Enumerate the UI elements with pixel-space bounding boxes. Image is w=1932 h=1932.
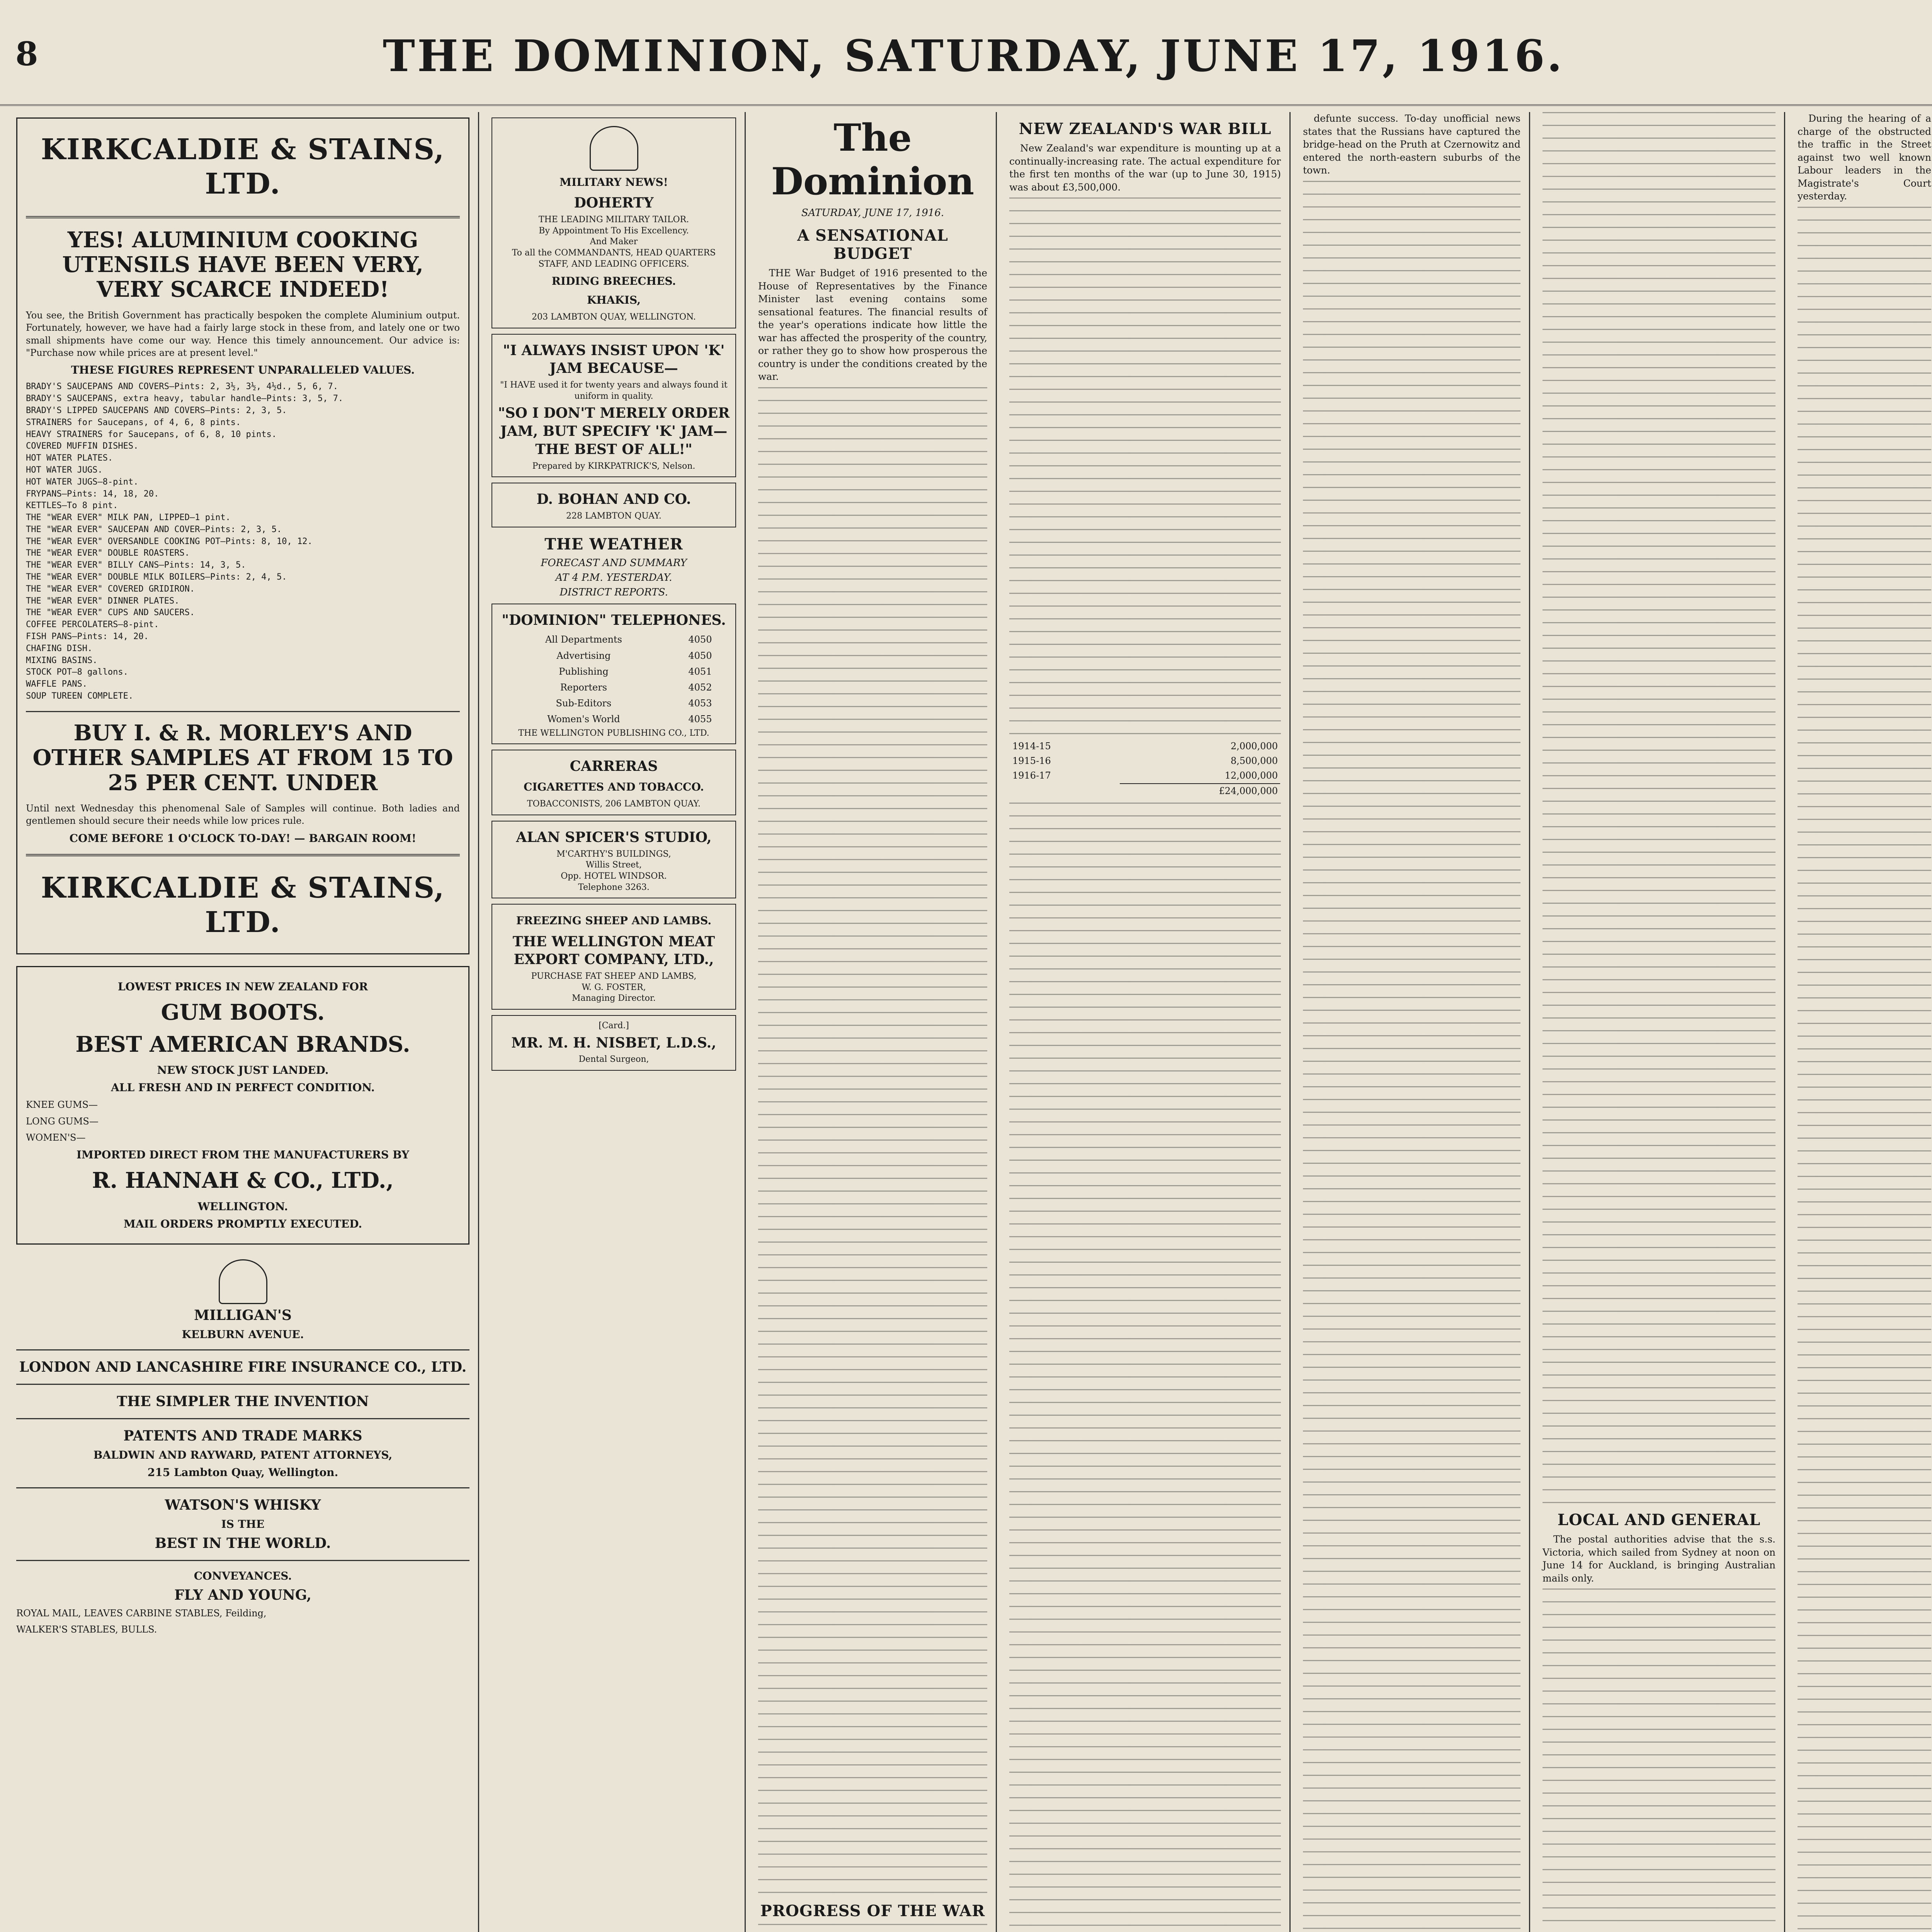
price-line: HEAVY STRAINERS for Saucepans, of 6, 8, 10 pints. bbox=[26, 429, 277, 439]
hannah-title: R. HANNAH & CO., LTD., bbox=[92, 1168, 394, 1194]
willis-street: Willis Street, bbox=[586, 860, 642, 870]
card-label: [Card.] bbox=[599, 1020, 629, 1031]
article-text-block bbox=[758, 387, 987, 1894]
right-lead: During the hearing of a charge of the obstructed the traffic in the Street against two well known Labour leaders in the Magistrate's Court yesterday. bbox=[1798, 113, 1931, 202]
price-line: FRYPANS—Pints: 14, 18, 20. bbox=[26, 489, 159, 499]
column-war-bill bbox=[1001, 112, 1291, 1932]
table-row: Women's World 4055 bbox=[547, 714, 712, 725]
table-row: 1914-15 2,000,000 bbox=[1012, 741, 1278, 752]
meat-export-title: THE WELLINGTON MEAT EXPORT COMPANY, LTD., bbox=[512, 933, 715, 968]
price-line: THE "WEAR EVER" DOUBLE MILK BOILERS—Pints: 2, 4, 5. bbox=[26, 572, 287, 582]
telephones-title: "DOMINION" TELEPHONES. bbox=[502, 612, 726, 628]
simpler-invention: THE SIMPLER THE INVENTION bbox=[117, 1393, 369, 1410]
price-line: BRADY'S SAUCEPANS AND COVERS—Pints: 2, 3½, 3½, 4½d., 5, 6, 7. bbox=[26, 382, 338, 392]
column-right-edge bbox=[1789, 112, 1932, 1932]
kirkcaldie-title: KIRKCALDIE & STAINS, LTD. bbox=[41, 133, 445, 201]
article-text-block bbox=[1798, 207, 1931, 1932]
price-line: MIXING BASINS. bbox=[26, 655, 98, 665]
appointment: By Appointment To His Excellency. bbox=[539, 226, 689, 236]
war-bill-article bbox=[1009, 142, 1281, 194]
fresh-condition: ALL FRESH AND IN PERFECT CONDITION. bbox=[111, 1081, 375, 1094]
editorial-date: SATURDAY, JUNE 17, 1916. bbox=[801, 207, 944, 219]
military-news: MILITARY NEWS! bbox=[560, 176, 668, 189]
column-advertisements-right bbox=[483, 112, 746, 1932]
price-line: THE "WEAR EVER" COVERED GRIDIRON. bbox=[26, 584, 195, 594]
page-number: 8 bbox=[15, 35, 38, 73]
kirkpatrick: Prepared by KIRKPATRICK'S, Nelson. bbox=[532, 461, 696, 471]
table-row bbox=[1010, 783, 1280, 798]
price-line: HOT WATER JUGS. bbox=[26, 465, 103, 475]
aluminium-intro: You see, the British Government has practically bespoken the complete Aluminium output. Fortunately, however, we have had a fairly large stock in these from, and lately one or two small shipments have come our way. Hence this timely announcement. Our advice is: "Purchase now while prices are at present level." bbox=[26, 310, 460, 358]
mail-orders: MAIL ORDERS PROMPTLY EXECUTED. bbox=[123, 1217, 362, 1230]
morley-text: Until next Wednesday this phenomenal Sale of Samples will continue. Both ladies and gentlemen should secure their needs while low prices rule. bbox=[26, 803, 460, 827]
carreras-title: CARRERAS bbox=[570, 758, 658, 775]
district-reports: DISTRICT REPORTS. bbox=[560, 586, 668, 598]
knee-gums: KNEE GUMS— bbox=[26, 1099, 98, 1111]
expenditure-table bbox=[1009, 738, 1281, 799]
hannah-city: WELLINGTON. bbox=[197, 1200, 288, 1213]
article-text-block bbox=[1543, 112, 1776, 1503]
figures-heading: THESE FIGURES REPRESENT UNPARALLELED VALUES. bbox=[71, 364, 415, 377]
bohan-title: D. BOHAN AND CO. bbox=[536, 491, 691, 508]
right-article bbox=[1798, 112, 1931, 203]
aldous-address: TOBACCONISTS, 206 LAMBTON QUAY. bbox=[527, 799, 701, 809]
milligans-address: KELBURN AVENUE. bbox=[182, 1328, 304, 1341]
riding-breeches: RIDING BREECHES. bbox=[551, 275, 676, 288]
newspaper-dateline: THE DOMINION, SATURDAY, JUNE 17, 1916. bbox=[383, 31, 1565, 82]
long-gums: LONG GUMS— bbox=[26, 1116, 99, 1127]
masthead-dominion: The Dominion bbox=[771, 116, 975, 203]
coat-of-arms-icon bbox=[219, 1259, 267, 1304]
table-row: All Departments 4050 bbox=[545, 634, 712, 645]
foster-name: W. G. FOSTER, bbox=[582, 982, 646, 992]
doherty-title: DOHERTY bbox=[574, 195, 654, 211]
kirkcaldie-footer: KIRKCALDIE & STAINS, LTD. bbox=[41, 871, 445, 939]
page-header bbox=[0, 0, 1932, 106]
price-line: THE "WEAR EVER" DOUBLE ROASTERS. bbox=[26, 548, 190, 558]
price-line: SOUP TUREEN COMPLETE. bbox=[26, 691, 134, 701]
table-total: £24,000,000 bbox=[1120, 783, 1280, 798]
budget-article bbox=[758, 267, 987, 383]
telephones-box bbox=[492, 604, 736, 745]
column-local-general bbox=[1534, 112, 1785, 1932]
price-line: HOT WATER PLATES. bbox=[26, 453, 113, 463]
table-row: Reporters 4052 bbox=[560, 682, 712, 693]
price-line: THE "WEAR EVER" MILK PAN, LIPPED—1 pint. bbox=[26, 513, 231, 523]
officers: To all the COMMANDANTS, HEAD QUARTERS STAFF, AND LEADING OFFICERS. bbox=[512, 248, 716, 269]
managing-director: Managing Director. bbox=[571, 993, 656, 1003]
price-line: KETTLES—To 8 pint. bbox=[26, 501, 118, 511]
article-text-block bbox=[1543, 1588, 1776, 1932]
doherty-ad bbox=[492, 117, 736, 328]
budget-intro: THE War Budget of 1916 presented to the House of Representatives by the Finance Minister last evening contains some sensational features. The financial results of the year's operations indicate how little the war has affected the prosperity of the country, or rather they go to show how prosperous the country is under the conditions created by the war. bbox=[758, 267, 987, 382]
leading-tailor: THE LEADING MILITARY TAILOR. bbox=[538, 215, 689, 225]
gum-boots-title: GUM BOOTS. bbox=[161, 1000, 325, 1026]
price-line: STOCK POT—8 gallons. bbox=[26, 667, 128, 677]
nisbet-ad bbox=[492, 1015, 736, 1071]
best-american: BEST AMERICAN BRANDS. bbox=[75, 1031, 410, 1057]
war-bill-intro: New Zealand's war expenditure is mounting up at a continually-increasing rate. The actual expenditure for the first ten months of the war (up to June 30, 1915) was about £3,500,000. bbox=[1009, 143, 1281, 193]
purchase-sheep: PURCHASE FAT SHEEP AND LAMBS, bbox=[531, 971, 697, 981]
royal-mail: ROYAL MAIL, LEAVES CARBINE STABLES, Feilding, bbox=[16, 1607, 267, 1619]
nisbet-title: MR. M. H. NISBET, L.D.S., bbox=[511, 1034, 716, 1051]
price-line: THE "WEAR EVER" OVERSANDLE COOKING POT—Pints: 8, 10, 12. bbox=[26, 536, 313, 546]
table-row: Advertising 4050 bbox=[556, 650, 712, 661]
lower-ads-grid bbox=[16, 1256, 469, 1640]
merely-order: "SO I DON'T MERELY ORDER JAM, BUT SPECIFY 'K' JAM—THE BEST OF ALL!" bbox=[498, 405, 730, 457]
price-line: COVERED MUFFIN DISHES. bbox=[26, 441, 139, 451]
k-jam-ad bbox=[492, 334, 736, 478]
baldwin-title: BALDWIN AND RAYWARD, PATENT ATTORNEYS, bbox=[93, 1448, 393, 1461]
insist-k-jam: "I ALWAYS INSIST UPON 'K' JAM BECAUSE— bbox=[503, 342, 725, 377]
publishing-co: THE WELLINGTON PUBLISHING CO., LTD. bbox=[518, 728, 709, 738]
sensational-budget-heading: A SENSATIONAL BUDGET bbox=[797, 226, 948, 263]
price-line: THE "WEAR EVER" CUPS AND SAUCERS. bbox=[26, 608, 195, 618]
fly-young: FLY AND YOUNG, bbox=[174, 1587, 311, 1603]
price-line: THE "WEAR EVER" BILLY CANS—Pints: 14, 3, 5. bbox=[26, 560, 246, 570]
price-line: FISH PANS—Pints: 14, 20. bbox=[26, 632, 149, 642]
aluminium-headline: YES! ALUMINIUM COOKING UTENSILS HAVE BEEN VERY, VERY SCARCE INDEED! bbox=[62, 227, 423, 303]
article-text-block bbox=[758, 1924, 987, 1932]
war-bill-heading: NEW ZEALAND'S WAR BILL bbox=[1019, 120, 1272, 138]
bohan-address: 228 LAMBTON QUAY. bbox=[566, 511, 662, 521]
mccarthy-buildings: M'CARTHY'S BUILDINGS, bbox=[556, 849, 671, 859]
price-line: HOT WATER JUGS—8-pint. bbox=[26, 477, 139, 487]
freezing-title: FREEZING SHEEP AND LAMBS. bbox=[516, 914, 712, 927]
morley-cta: COME BEFORE 1 O'CLOCK TO-DAY! — BARGAIN ROOM! bbox=[69, 832, 417, 845]
khakis: KHAKIS, bbox=[587, 293, 641, 306]
conveyances-heading: CONVEYANCES. bbox=[194, 1569, 292, 1582]
womens-gums: WOMEN'S— bbox=[26, 1132, 86, 1143]
article-text-block bbox=[1303, 181, 1520, 1932]
price-line: THE "WEAR EVER" SAUCEPAN AND COVER—Pints: 2, 3, 5. bbox=[26, 524, 282, 534]
spicer-title: ALAN SPICER'S STUDIO, bbox=[516, 829, 712, 845]
gum-top: LOWEST PRICES IN NEW ZEALAND FOR bbox=[117, 980, 368, 993]
carreras-ad bbox=[492, 750, 736, 815]
patents-title: PATENTS AND TRADE MARKS bbox=[123, 1427, 362, 1444]
watsons-whisky: WATSON'S WHISKY bbox=[165, 1497, 321, 1513]
doherty-address: 203 LAMBTON QUAY, WELLINGTON. bbox=[532, 312, 696, 322]
baldwin-address: 215 Lambton Quay, Wellington. bbox=[147, 1466, 338, 1479]
war-news-lead: defunte success. To-day unofficial news states that the Russians have captured the bridge-head on the Pruth at Czernowitz and entered the north-eastern suburbs of the town. bbox=[1303, 113, 1520, 176]
spicer-ad bbox=[492, 821, 736, 898]
bohan-ad bbox=[492, 483, 736, 527]
new-stock: NEW STOCK JUST LANDED. bbox=[157, 1064, 329, 1077]
gum-boots-ad bbox=[16, 966, 469, 1244]
local-general-heading: LOCAL AND GENERAL bbox=[1557, 1511, 1761, 1529]
opp-windsor: Opp. HOTEL WINDSOR. bbox=[561, 871, 667, 881]
table-row: 1915-16 8,500,000 bbox=[1012, 755, 1278, 766]
price-line: BRADY'S SAUCEPANS, extra heavy, tabular handle—Pints: 3, 5, 7. bbox=[26, 394, 344, 404]
price-line: THE "WEAR EVER" DINNER PLATES. bbox=[26, 596, 180, 606]
table-row: Sub-Editors 4053 bbox=[556, 698, 712, 709]
article-text-block bbox=[1009, 197, 1281, 738]
table-row: 1916-17 12,000,000 bbox=[1012, 770, 1278, 781]
k-jam-quality: "I HAVE used it for twenty years and always found it uniform in quality. bbox=[500, 380, 728, 401]
local-intro: The postal authorities advise that the s.s. Victoria, which sailed from Sydney at noon on June 14 for Auckland, is bringing Australian mails only. bbox=[1543, 1534, 1776, 1584]
weather-time: AT 4 P.M. YESTERDAY. bbox=[555, 571, 672, 583]
morley-headline: BUY I. & R. MORLEY'S AND OTHER SAMPLES AT FROM 15 TO 25 PER CENT. UNDER bbox=[32, 720, 453, 796]
dental-surgeon: Dental Surgeon, bbox=[578, 1054, 649, 1065]
cigarettes-title: CIGARETTES AND TOBACCO. bbox=[524, 781, 704, 793]
article-text-block bbox=[1009, 803, 1281, 1932]
imported-direct: IMPORTED DIRECT FROM THE MANUFACTURERS BY bbox=[76, 1148, 410, 1162]
weather-heading: THE WEATHER bbox=[544, 535, 683, 553]
price-list bbox=[26, 381, 460, 702]
walkers-stables: WALKER'S STABLES, BULLS. bbox=[16, 1624, 157, 1635]
progress-of-war-heading: PROGRESS OF THE WAR bbox=[760, 1901, 985, 1920]
local-article bbox=[1543, 1533, 1776, 1585]
table-row: Publishing 4051 bbox=[559, 666, 712, 677]
price-line: CHAFING DISH. bbox=[26, 643, 93, 653]
kirkcaldie-ad bbox=[16, 117, 469, 954]
meat-export-ad bbox=[492, 904, 736, 1010]
forecast-summary: FORECAST AND SUMMARY bbox=[541, 557, 687, 569]
column-editorial bbox=[750, 112, 997, 1932]
war-news-article bbox=[1303, 112, 1520, 177]
milligans-title: MILLIGAN'S bbox=[194, 1307, 292, 1323]
london-lancashire: LONDON AND LANCASHIRE FIRE INSURANCE CO., LTD. bbox=[19, 1359, 467, 1375]
best-in-world: BEST IN THE WORLD. bbox=[155, 1535, 331, 1551]
price-line: COFFEE PERCOLATERS—8-pint. bbox=[26, 620, 159, 630]
price-line: WAFFLE PANS. bbox=[26, 679, 87, 689]
telephone-table bbox=[497, 631, 731, 728]
column-war-news bbox=[1294, 112, 1530, 1932]
price-line: BRADY'S LIPPED SAUCEPANS AND COVERS—Pints: 2, 3, 5. bbox=[26, 405, 287, 415]
royal-crest-icon bbox=[590, 126, 638, 171]
and-maker: And Maker bbox=[590, 237, 638, 247]
price-line: STRAINERS for Saucepans, of 4, 6, 8 pints. bbox=[26, 417, 241, 427]
is-the: IS THE bbox=[221, 1517, 265, 1531]
column-advertisements-left bbox=[8, 112, 479, 1932]
spicer-telephone: Telephone 3263. bbox=[578, 882, 650, 892]
